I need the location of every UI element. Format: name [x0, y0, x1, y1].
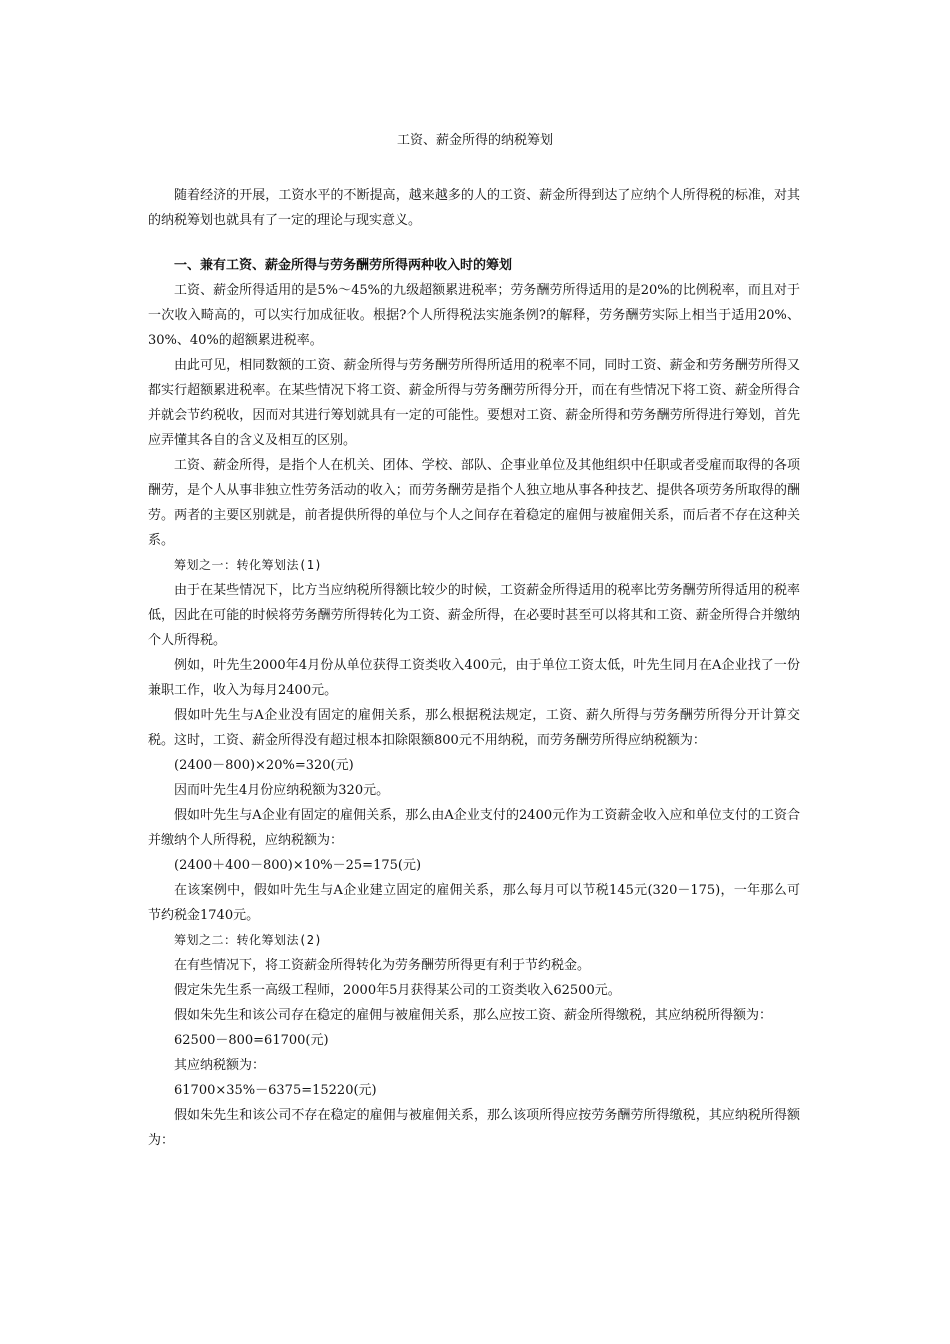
body-paragraph: 假如朱先生和该公司存在稳定的雇佣与被雇佣关系，那么应按工资、薪金所得缴税，其应纳税所得额为： [174, 1008, 773, 1023]
document-body [148, 183, 800, 1153]
body-paragraph: 62500－800=61700(元) [174, 1033, 329, 1048]
body-paragraph: 例如，叶先生2000年4月份从单位获得工资类收入400元，由于单位工资太低，叶先生同月在A企业找了一份兼职工作，收入为每月2400元。 [148, 658, 800, 698]
body-paragraph: 在有些情况下，将工资薪金所得转化为劳务酬劳所得更有利于节约税金。 [174, 958, 591, 973]
body-paragraph: 假如朱先生和该公司不存在稳定的雇佣与被雇佣关系，那么该项所得应按劳务酬劳所得缴税，其应纳税所得额为： [148, 1108, 800, 1148]
subsection-label: 筹划之一：转化筹划法(1) [174, 558, 323, 572]
body-paragraph: (2400＋400－800)×10%－25=175(元) [174, 858, 422, 873]
section-heading: 一、兼有工资、薪金所得与劳务酬劳所得两种收入时的筹划 [174, 258, 513, 273]
body-paragraph: 在该案例中，假如叶先生与A企业建立固定的雇佣关系，那么每月可以节税145元(320－175)，一年那么可节约税金1740元。 [148, 883, 800, 923]
body-paragraph: 假如叶先生与A企业有固定的雇佣关系，那么由A企业支付的2400元作为工资薪金收入应和单位支付的工资合并缴纳个人所得税，应纳税额为： [148, 808, 800, 848]
body-paragraph: 由于在某些情况下，比方当应纳税所得额比较少的时候，工资薪金所得适用的税率比劳务酬劳所得适用的税率低，因此在可能的时候将劳务酬劳所得转化为工资、薪金所得，在必要时甚至可以将其和工资、薪金所得合并缴纳个人所得税。 [148, 583, 800, 648]
subsection-label: 筹划之二：转化筹划法(2) [174, 933, 323, 947]
body-paragraph: 工资、薪金所得，是指个人在机关、团体、学校、部队、企事业单位及其他组织中任职或者受雇而取得的各项酬劳，是个人从事非独立性劳务活动的收入；而劳务酬劳是指个人独立地从事各种技艺、提供各项劳务所取得的酬劳。两者的主要区别就是，前者提供所得的单位与个人之间存在着稳定的雇佣与被雇佣关系，而后者不存在这种关系。 [148, 458, 800, 548]
body-paragraph: 61700×35%－6375=15220(元) [174, 1083, 377, 1098]
body-paragraph: (2400－800)×20%=320(元) [174, 758, 354, 773]
body-paragraph: 因而叶先生4月份应纳税额为320元。 [174, 783, 390, 798]
body-paragraph: 假定朱先生系一高级工程师，2000年5月获得某公司的工资类收入62500元。 [174, 983, 621, 998]
intro-paragraph: 随着经济的开展，工资水平的不断提高，越来越多的人的工资、薪金所得到达了应纳个人所得税的标准，对其的纳税筹划也就具有了一定的理论与现实意义。 [148, 188, 800, 228]
document-title: 工资、薪金所得的纳税筹划 [396, 133, 553, 148]
body-paragraph: 假如叶先生与A企业没有固定的雇佣关系，那么根据税法规定，工资、薪久所得与劳务酬劳所得分开计算交税。这时，工资、薪金所得没有超过根本扣除限额800元不用纳税，而劳务酬劳所得应纳税额为： [148, 708, 800, 748]
body-paragraph: 其应纳税额为： [174, 1058, 266, 1073]
body-paragraph: 由此可见，相同数额的工资、薪金所得与劳务酬劳所得所适用的税率不同，同时工资、薪金和劳务酬劳所得又都实行超额累进税率。在某些情况下将工资、薪金所得与劳务酬劳所得分开，而在有些情况下将工资、薪金所得合并就会节约税收，因而对其进行筹划就具有一定的可能性。要想对工资、薪金所得和劳务酬劳所得进行筹划，首先应弄懂其各自的含义及相互的区别。 [148, 358, 800, 448]
body-paragraph: 工资、薪金所得适用的是5%～45%的九级超额累进税率；劳务酬劳所得适用的是20%的比例税率，而且对于一次收入畸高的，可以实行加成征收。根据?个人所得税法实施条例?的解释，劳务酬劳实际上相当于适用20%、30%、40%的超额累进税率。 [148, 283, 800, 348]
